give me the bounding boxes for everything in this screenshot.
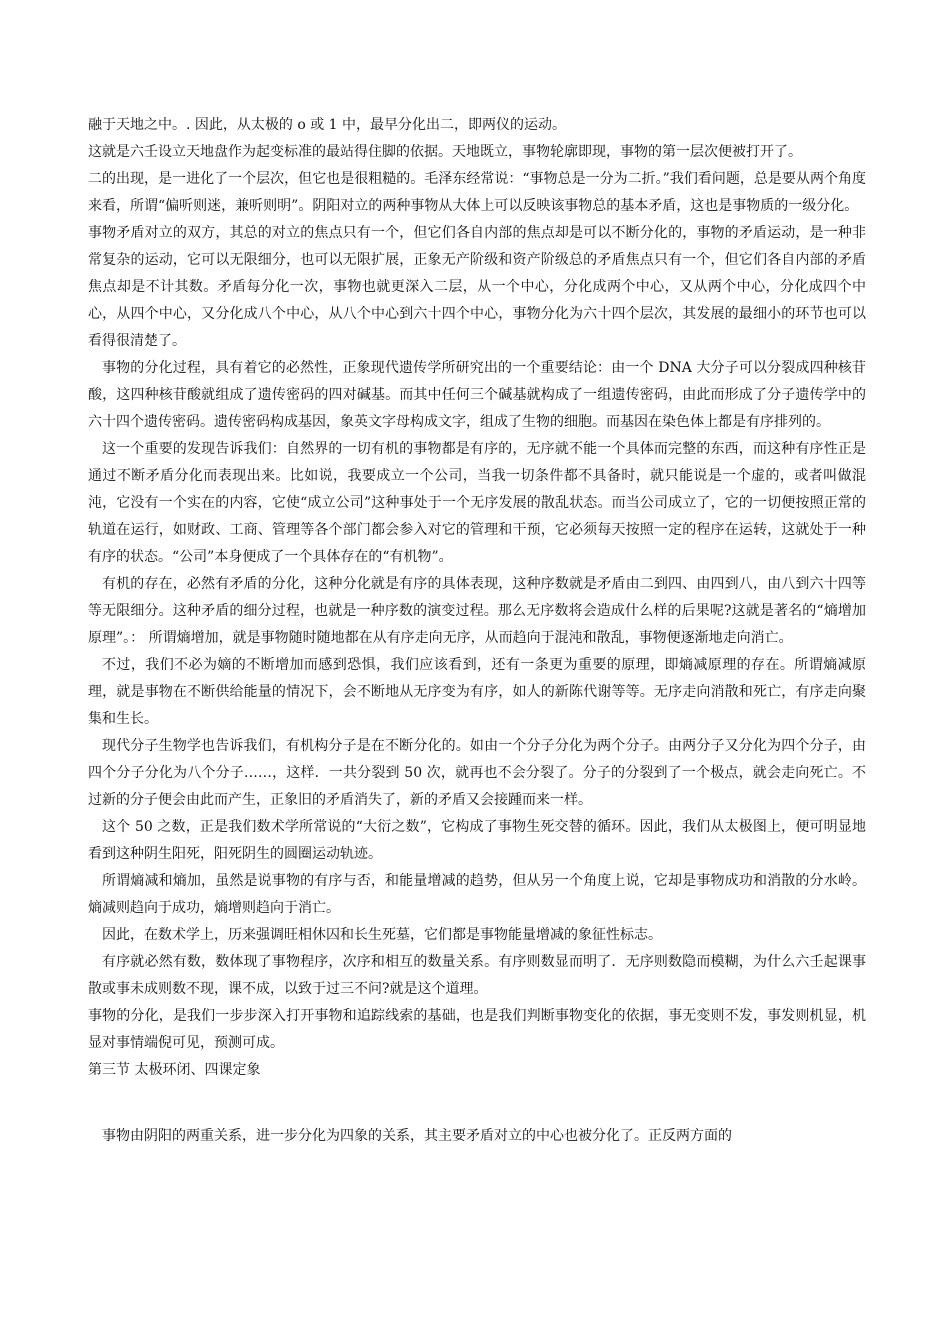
paragraph: 二的出现，是一进化了一个层次，但它也是很粗糙的。毛泽东经常说：“事物总是一分为二折。”我们看问题，总是要从两个角度来看，所谓“偏听则迷，兼听则明”。阴阳对立的两种事物从大体上可以反映该事物总的基本矛盾，这也是事物质的一级分化。 xyxy=(88,171,866,214)
paragraph: 事物的分化过程，具有着它的必然性，正象现代遗传学所研究出的一个重要结论：由一个 DNA 大分子可以分裂成四种核苷酸，这四种核苷酸就组成了遗传密码的四对碱基。而其中任何三个碱基就构成了一组遗传密码，由此而形成了分子遗传学中的六十四个遗传密码。遗传密码构成基因，象英文字母构成文字，组成了生物的细胞。而基因在染色体上都是有序排列的。 xyxy=(88,360,866,430)
paragraph: 这就是六壬设立天地盘作为起变标准的最站得住脚的依据。天地既立，事物轮廓即现，事物的第一层次便被打开了。 xyxy=(88,144,802,160)
paragraph: 事物由阴阳的两重关系，进一步分化为四象的关系，其主要矛盾对立的中心也被分化了。正反两方面的 xyxy=(102,1128,732,1144)
body-text-block xyxy=(88,112,866,1057)
paragraph: 不过，我们不必为嫡的不断增加而感到恐惧，我们应该看到，还有一条更为重要的原理，即熵减原理的存在。所谓熵减原理，就是事物在不断供给能量的情况下，会不断地从无序变为有序，如人的新陈代谢等等。无序走向消散和死亡，有序走向聚集和生长。 xyxy=(88,657,866,727)
paragraph: 事物矛盾对立的双方，其总的对立的焦点只有一个，但它们各自内部的焦点却是可以不断分化的，事物的矛盾运动，是一种非常复杂的运动，它可以无限细分，也可以无限扩展，正象无产阶级和资产阶级总的矛盾焦点只有一个，但它们各自内部的矛盾焦点却是不计其数。矛盾每分化一次，事物也就更深入二层，从一个中心，分化成两个中心，又从两个中心，分化成四个中心，从四个中心，又分化成八个中心，从八个中心到六十四个中心，事物分化为六十四个层次，其发展的最细小的环节也可以看得很清楚了。 xyxy=(88,225,866,349)
paragraph: 现代分子生物学也告诉我们，有机构分子是在不断分化的。如由一个分子分化为两个分子。由两分子又分化为四个分子，由四个分子分化为八个分子……，这样．一共分裂到 50 次，就再也不会分裂了。分子的分裂到了一个极点，就会走向死亡。不过新的分子便会由此而产生，正象旧的矛盾消失了，新的矛盾又会接踵而来一样。 xyxy=(88,738,866,808)
paragraph: 因此，在数术学上，历来强调旺相休囚和长生死墓，它们都是事物能量增减的象征性标志。 xyxy=(102,927,662,943)
paragraph: 这个 50 之数，正是我们数术学所常说的“大衍之数”，它构成了事物生死交替的循环。因此，我们从太极图上，便可明显地看到这种阴生阳死，阳死阴生的圆圈运动轨迹。 xyxy=(88,819,866,862)
section-spacer xyxy=(88,1084,866,1123)
paragraph: 这一个重要的发现告诉我们：自然界的一切有机的事物都是有序的，无序就不能一个具体而完整的东西，而这种有序性正是通过不断矛盾分化而表现出来。比如说，我要成立一个公司，当我一切条件都不具备时，就只能说是一个虚的，或者叫做混沌，它没有一个实在的内容，它使“成立公司”这种事处于一个无序发展的散乱状态。而当公司成立了，它的一切便按照正常的轨道在运行，如财政、工商、管理等各个部门都会参入对它的管理和干预，它必须每天按照一定的程序在运转，这就处于一种有序的状态。“公司”本身便成了一个具体存在的“有机物”。 xyxy=(88,441,866,565)
paragraph: 融于天地之中。. 因此，从太极的 o 或 1 中，最早分化出二，即两仪的运动。 xyxy=(88,117,567,133)
paragraph: 事物的分化，是我们一步步深入打开事物和追踪线索的基础，也是我们判断事物变化的依据，事无变则不发，事发则机显，机显对事情端倪可见，预测可成。 xyxy=(88,1008,866,1051)
section-heading: 第三节 太极环闭、四课定象 xyxy=(88,1062,261,1078)
paragraph: 所谓熵减和熵加，虽然是说事物的有序与否，和能量增减的趋势，但从另一个角度上说，它却是事物成功和消散的分水岭。熵减则趋向于成功，熵增则趋向于消亡。 xyxy=(88,873,866,916)
paragraph: 有机的存在，必然有矛盾的分化，这种分化就是有序的具体表现，这种序数就是矛盾由二到四、由四到八，由八到六十四等等无限细分。这种矛盾的细分过程，也就是一种序数的演变过程。那么无序数将会造成什么样的后果呢?这就是著名的“熵增加原理”。： 所谓熵增加，就是事物随时随地都在从有序走向无序，从而趋向于混沌和散乱，事物便逐渐地走向消亡。 xyxy=(88,576,866,646)
document-page xyxy=(88,112,866,1150)
paragraph: 有序就必然有数，数体现了事物程序，次序和相互的数量关系。有序则数显而明了．无序则数隐而模糊，为什么六壬起课事散或事未成则数不现，课不成，以致于过三不问?就是这个道理。 xyxy=(88,954,866,997)
body-text-block-continued xyxy=(88,1123,866,1150)
